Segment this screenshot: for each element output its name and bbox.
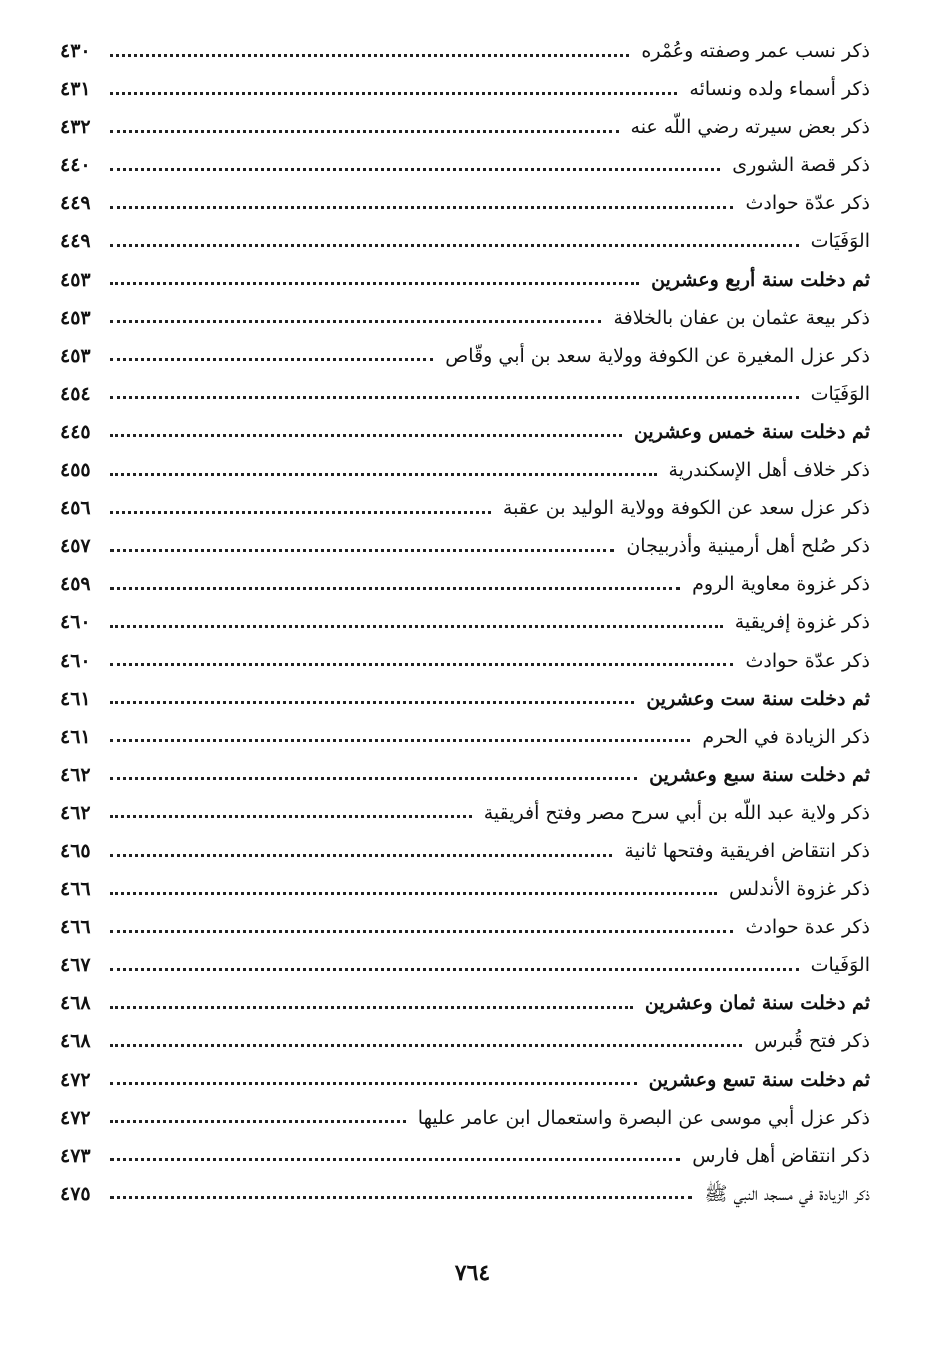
toc-entry (60, 718, 870, 756)
toc-entry-page: ٤٦٦ (60, 878, 91, 901)
toc-entry-title: ذكر عزل أبي موسى عن البصرة واستعمال ابن عامر عليها (417, 1106, 870, 1129)
toc-entry (60, 146, 870, 184)
toc-entry-title: ثم دخلت سنة أربع وعشرين (651, 268, 870, 291)
toc-entry-page: ٤٦١ (60, 687, 91, 710)
dot-leader (110, 739, 690, 742)
toc-entry-title: ذكر عزل المغيرة عن الكوفة وولاية سعد بن أبي وقّاص (445, 344, 870, 367)
dot-leader (110, 930, 733, 933)
toc-entry-page: ٤٦٥ (60, 839, 91, 862)
dot-leader (110, 701, 634, 704)
toc-entry-title: ذكر الزيادة في مسجد النبي ﷺ (704, 1182, 870, 1205)
toc-entry-page: ٤٧٢ (60, 1106, 91, 1129)
toc-entry (60, 527, 870, 565)
toc-entry-title: ذكر عزل سعد عن الكوفة وولاية الوليد بن عقبة (502, 497, 870, 520)
dot-leader (110, 511, 491, 514)
toc-entry (60, 375, 870, 413)
toc-entry-page: ٤٧٣ (60, 1144, 91, 1167)
dot-leader (110, 282, 639, 285)
toc-entry (60, 337, 870, 375)
dot-leader (110, 1158, 680, 1161)
toc-entry-title: ذكر عدّة حوادث (745, 649, 870, 672)
dot-leader (110, 1082, 637, 1085)
toc-entry-title: الوَفَيَات (810, 230, 870, 253)
toc-entry-page: ٤٥٣ (60, 268, 91, 291)
dot-leader (110, 549, 614, 552)
toc-entry (60, 603, 870, 641)
dot-leader (110, 206, 733, 209)
toc-entry-title: ثم دخلت سنة ثمان وعشرين (644, 992, 870, 1015)
toc-entry-page: ٤٦٨ (60, 1030, 91, 1053)
toc-entry-page: ٤٤٠ (60, 154, 91, 177)
toc-entry-page: ٤٧٢ (60, 1068, 91, 1091)
toc-entry-page: ٤٥٣ (60, 344, 91, 367)
toc-entry-title: ذكر صُلح أهل أرمينية وأذربيجان (626, 535, 870, 558)
toc-entry-title: ذكر الزيادة في الحرم (702, 725, 870, 748)
dot-leader (110, 777, 637, 780)
toc-entry-title: ثم دخلت سنة تسع وعشرين (648, 1068, 870, 1091)
toc-entry (60, 642, 870, 680)
dot-leader (110, 54, 629, 57)
toc-entry-page: ٤٥٧ (60, 535, 91, 558)
toc-entry (60, 32, 870, 70)
toc-entry-title: الوَفَيَات (810, 382, 870, 405)
toc-entry-page: ٤٦٢ (60, 763, 91, 786)
toc-entry (60, 489, 870, 527)
dot-leader (110, 968, 799, 971)
toc-year-heading (60, 756, 870, 794)
toc-entry-title: ذكر غزوة الأندلس (728, 878, 870, 901)
toc-entry (60, 794, 870, 832)
dot-leader (110, 168, 720, 171)
toc-entry-page: ٤٥٥ (60, 459, 91, 482)
dot-leader (110, 473, 657, 476)
toc-entry-page: ٤٦٠ (60, 611, 91, 634)
toc-entry-title: الوَفَيات (810, 954, 870, 977)
toc-entry-page: ٤٦٦ (60, 916, 91, 939)
toc-entry-title: ذكر قصة الشورى (732, 154, 870, 177)
toc-entry (60, 70, 870, 108)
dot-leader (110, 1120, 406, 1123)
toc-entry (60, 1137, 870, 1175)
toc-entry-page: ٤٤٩ (60, 192, 91, 215)
dot-leader (110, 396, 799, 399)
toc-entry-title: ذكر أسماء ولده ونسائه (689, 78, 870, 101)
dot-leader (110, 625, 723, 628)
dot-leader (110, 130, 619, 133)
toc-entry-title: ثم دخلت سنة خمس وعشرين (633, 420, 870, 443)
toc-entry-page: ٤٦١ (60, 725, 91, 748)
dot-leader (110, 1196, 692, 1199)
dot-leader (110, 1044, 742, 1047)
toc-entry (60, 870, 870, 908)
toc-entry-page: ٤٧٥ (60, 1182, 91, 1205)
toc-entry (60, 299, 870, 337)
toc-entry-page: ٤٥٤ (60, 382, 91, 405)
dot-leader (110, 244, 799, 247)
toc-entry-title: ثم دخلت سنة سبع وعشرين (649, 763, 870, 786)
toc-entry-title: ذكر بيعة عثمان بن عفان بالخلافة (613, 306, 870, 329)
toc-entry-page: ٤٥٦ (60, 497, 91, 520)
toc-entry-page: ٤٤٩ (60, 230, 91, 253)
toc-entry (60, 908, 870, 946)
toc-entry (60, 1175, 870, 1213)
table-of-contents (60, 32, 870, 1213)
toc-entry-title: ثم دخلت سنة ست وعشرين (646, 687, 870, 710)
page-number: ٧٦٤ (454, 1260, 491, 1286)
toc-entry-page: ٤٦٢ (60, 801, 91, 824)
toc-entry (60, 451, 870, 489)
toc-entry (60, 832, 870, 870)
toc-entry-title: ذكر بعض سيرته رضي اللّه عنه (630, 116, 870, 139)
toc-entry (60, 222, 870, 260)
toc-year-heading (60, 1061, 870, 1099)
dot-leader (110, 1006, 633, 1009)
toc-entry-title: ذكر نسب عمر وصفته وعُمْره (641, 40, 870, 62)
toc-entry (60, 1099, 870, 1137)
dot-leader (110, 358, 433, 361)
toc-entry-title: ذكر غزوة معاوية الروم (692, 573, 870, 596)
toc-entry-page: ٤٤٥ (60, 420, 91, 443)
toc-entry-page: ٤٥٣ (60, 306, 91, 329)
toc-entry-page: ٤٣٠ (60, 40, 91, 62)
toc-year-heading (60, 680, 870, 718)
toc-entry-title: ذكر عدة حوادث (745, 916, 870, 939)
dot-leader (110, 854, 612, 857)
dot-leader (110, 92, 677, 95)
toc-entry (60, 1022, 870, 1060)
toc-entry-page: ٤٦٨ (60, 992, 91, 1015)
toc-entry-page: ٤٦٧ (60, 954, 91, 977)
toc-entry-page: ٤٥٩ (60, 573, 91, 596)
toc-entry-title: ذكر عدّة حوادث (745, 192, 870, 215)
toc-year-heading (60, 261, 870, 299)
toc-entry-title: ذكر فتح قُبرس (754, 1030, 870, 1053)
toc-entry-page: ٤٦٠ (60, 649, 91, 672)
toc-entry (60, 184, 870, 222)
toc-entry-page: ٤٣٢ (60, 116, 91, 139)
toc-entry-title: ذكر انتقاض افريقية وفتحها ثانية (624, 839, 870, 862)
toc-entry (60, 108, 870, 146)
dot-leader (110, 663, 733, 666)
toc-entry-title: ذكر غزوة إفريقية (734, 611, 870, 634)
toc-year-heading (60, 413, 870, 451)
dot-leader (110, 587, 680, 590)
dot-leader (110, 320, 601, 323)
toc-entry-page: ٤٣١ (60, 78, 91, 101)
toc-year-heading (60, 984, 870, 1022)
toc-entry-title: ذكر انتقاض أهل فارس (692, 1144, 870, 1167)
toc-entry-title: ذكر ولاية عبد اللّه بن أبي سرح مصر وفتح أفريقية (483, 801, 870, 824)
toc-entry (60, 565, 870, 603)
dot-leader (110, 815, 472, 818)
toc-entry-title: ذكر خلاف أهل الإسكندرية (668, 459, 870, 482)
toc-entry (60, 946, 870, 984)
dot-leader (110, 892, 717, 895)
dot-leader (110, 434, 622, 437)
